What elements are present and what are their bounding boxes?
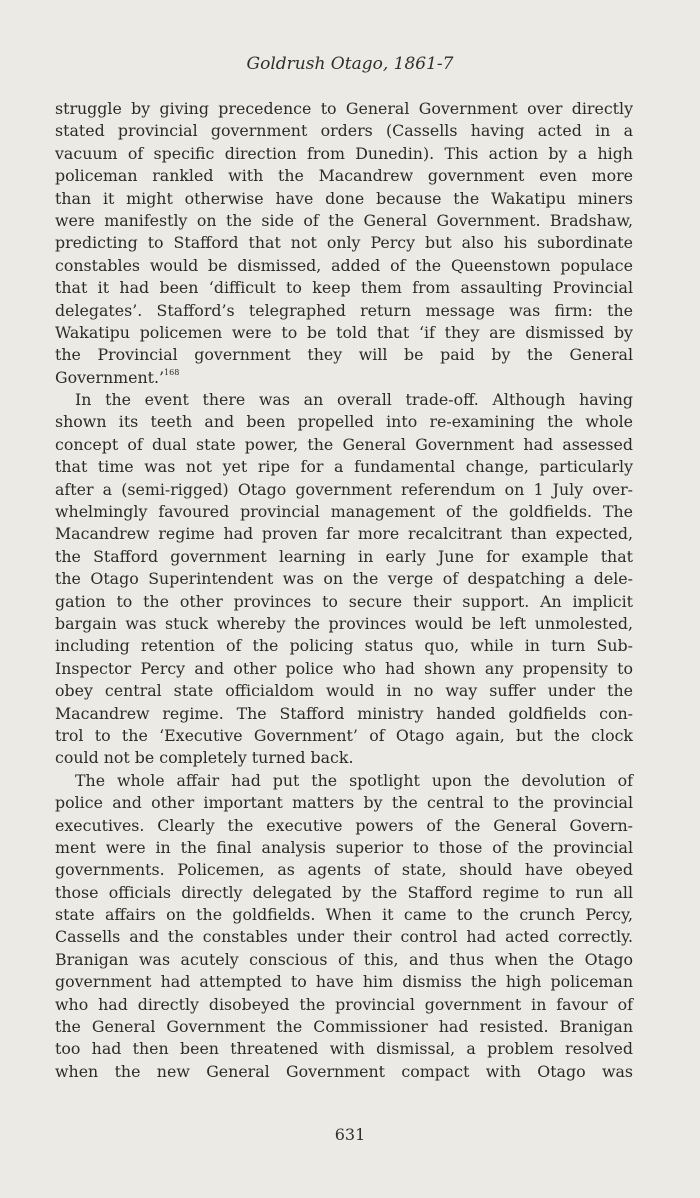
text-line: when the new General Government compact with Otago was: [55, 1061, 633, 1081]
page-number: 631: [334, 1125, 366, 1144]
text-line: executives. Clearly the executive powers of the General Govern-: [55, 815, 633, 835]
text-line: that time was not yet ripe for a fundamental change, particularly: [55, 457, 633, 477]
text-line: shown its teeth and been propelled into re-examining the whole: [55, 412, 633, 432]
text-line: vacuum of specific direction from Dunedin). This action by a high: [55, 143, 633, 163]
text-line: who had directly disobeyed the provincial government in favour of: [55, 994, 633, 1014]
text-line: gation to the other provinces to secure their support. An implicit: [55, 591, 633, 611]
text-line: government had attempted to have him dismiss the high policeman: [55, 972, 633, 992]
text-line: struggle by giving precedence to General Government over directly: [55, 99, 633, 118]
text-line: ment were in the final analysis superior to those of the provincial: [55, 837, 633, 857]
text-line: delegates’. Stafford’s telegraphed return message was firm: the: [55, 300, 633, 320]
text-line: obey central state officialdom would in no way suffer under the: [55, 681, 633, 701]
text-line: too had then been threatened with dismissal, a problem resolved: [55, 1039, 633, 1059]
paragraph-3: [55, 770, 633, 1083]
text-line: state affairs on the goldfields. When it came to the crunch Percy,: [55, 905, 633, 925]
text-line: after a (semi-rigged) Otago government referendum on 1 July over-: [55, 479, 633, 499]
text-line: predicting to Stafford that not only Percy but also his subordinate: [55, 233, 633, 253]
text-line: whelmingly favoured provincial management of the goldfields. The: [55, 502, 633, 522]
paragraph-2: [55, 389, 633, 770]
text-line-content: Government.’: [55, 367, 165, 387]
text-line: stated provincial government orders (Cassells having acted in a: [55, 121, 633, 141]
text-line: Branigan was acutely conscious of this, and thus when the Otago: [55, 949, 633, 969]
text-line: the Stafford government learning in early June for example that: [55, 546, 633, 566]
text-line: trol to the ‘Executive Government’ of Otago again, but the clock: [55, 725, 633, 745]
text-line: Inspector Percy and other police who had shown any propensity to: [55, 658, 633, 678]
text-line: the Otago Superintendent was on the verge of despatching a dele-: [55, 569, 633, 589]
text-line: those officials directly delegated by the Stafford regime to run all: [55, 882, 633, 902]
text-line: that it had been ‘difficult to keep them from assaulting Provincial: [55, 278, 633, 298]
text-line: Macandrew regime had proven far more recalcitrant than expected,: [55, 524, 633, 544]
text-line: The whole affair had put the spotlight upon the devolution of: [75, 770, 633, 790]
text-line: In the event there was an overall trade-off. Although having: [75, 390, 633, 410]
text-line: concept of dual state power, the General Government had assessed: [55, 434, 633, 454]
text-line: Wakatipu policemen were to be told that ‘if they are dismissed by: [55, 322, 633, 342]
text-line: police and other important matters by the central to the provincial: [55, 793, 633, 813]
text-line: the General Government the Commissioner had resisted. Branigan: [55, 1017, 633, 1037]
text-line: Macandrew regime. The Stafford ministry handed goldfields con-: [55, 703, 633, 723]
text-line: policeman rankled with the Macandrew government even more: [55, 166, 633, 186]
text-line: were manifestly on the side of the General Government. Bradshaw,: [55, 210, 633, 230]
text-line: constables would be dismissed, added of the Queenstown populace: [55, 255, 633, 275]
text-line: could not be completely turned back.: [55, 748, 354, 768]
text-line: [55, 367, 633, 389]
text-line: bargain was stuck whereby the provinces would be left unmolested,: [55, 613, 633, 633]
text-line: than it might otherwise have done because the Wakatipu miners: [55, 188, 633, 208]
paragraph-1: [55, 98, 633, 389]
body-text: [55, 98, 633, 1083]
text-line: governments. Policemen, as agents of state, should have obeyed: [55, 860, 633, 880]
footnote-reference: 168: [164, 367, 180, 377]
running-header: Goldrush Otago, 1861-7: [246, 54, 454, 74]
text-line: Cassells and the constables under their control had acted correctly.: [55, 927, 633, 947]
text-line: the Provincial government they will be paid by the General: [55, 345, 633, 365]
text-line: including retention of the policing status quo, while in turn Sub-: [55, 636, 633, 656]
